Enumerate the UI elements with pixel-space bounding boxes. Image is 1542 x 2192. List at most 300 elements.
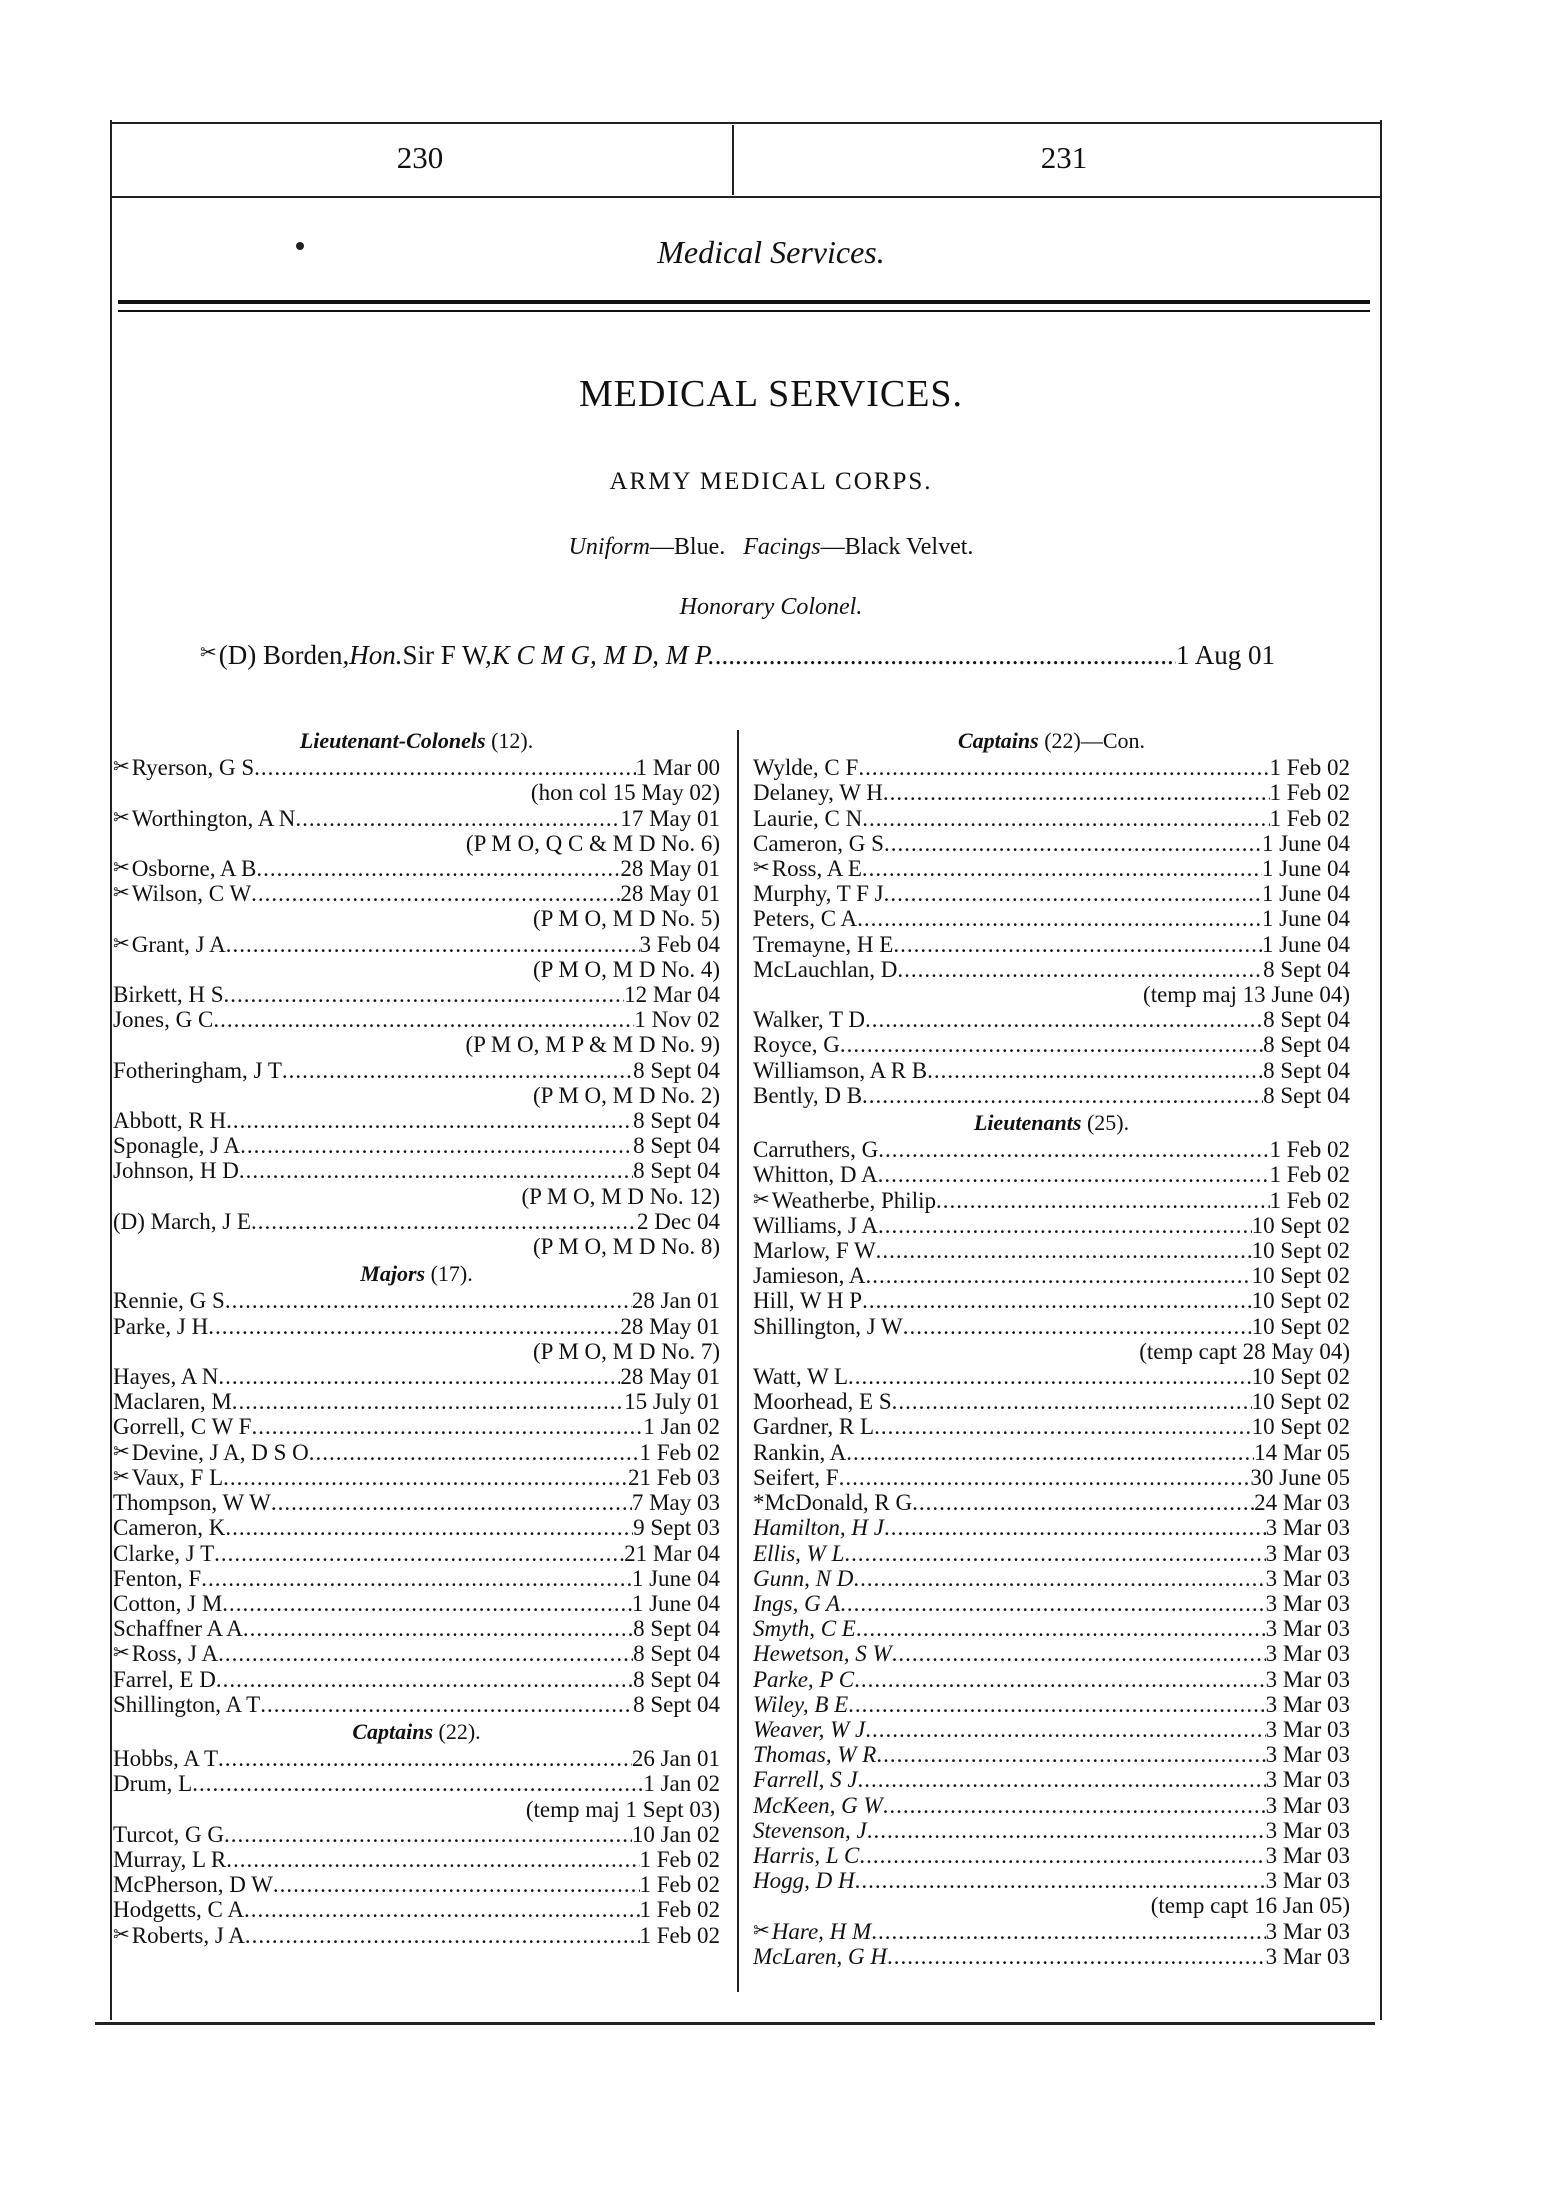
officer-name: Wylde, C F [753, 755, 859, 781]
section-heading-text: Majors [360, 1261, 426, 1287]
officer-name: Cameron, G S [753, 830, 884, 856]
officer-name: Fotheringham, J T [113, 1057, 282, 1083]
bottom-rule [95, 2022, 1375, 2025]
officer-name: Whitton, D A [753, 1162, 878, 1188]
seniority-date: 3 Mar 03 [1265, 1716, 1350, 1742]
officer-name: Farrel, E D [113, 1666, 216, 1692]
officer-name: Roberts, J A [131, 1922, 245, 1948]
officer-name: Osborne, A B [131, 856, 257, 882]
leader-dots [260, 1692, 633, 1717]
officer-entry [113, 1133, 720, 1158]
scissors-icon: ✂ [753, 1188, 770, 1211]
seniority-date: 10 Sept 02 [1251, 1212, 1350, 1238]
honorary-prefix: (D) Borden, [218, 640, 350, 670]
seniority-date: 3 Mar 03 [1265, 1918, 1350, 1944]
officer-entry [113, 1847, 720, 1872]
seniority-date: 8 Sept 04 [633, 1133, 720, 1159]
seniority-date: 30 June 05 [1250, 1464, 1350, 1490]
officer-name: Hodgetts, C A [113, 1897, 244, 1923]
officer-name: Weatherbe, Philip [771, 1187, 936, 1213]
officer-name: Weaver, W J [753, 1716, 866, 1742]
seniority-date: 1 Jan 02 [643, 1771, 720, 1797]
seniority-date: 28 Jan 01 [631, 1288, 720, 1314]
seniority-date: 1 Feb 02 [639, 1872, 720, 1898]
seniority-date: 1 Feb 02 [1269, 805, 1350, 831]
officer-entry [753, 1238, 1350, 1263]
scissors-icon: ✂ [113, 1642, 130, 1665]
seniority-date: 1 Nov 02 [634, 1007, 720, 1033]
scissors-icon: ✂ [113, 1440, 130, 1463]
seniority-date: 1 June 04 [1261, 906, 1350, 932]
seniority-date: 8 Sept 04 [633, 1057, 720, 1083]
leader-dots [857, 906, 1262, 931]
officer-entry [753, 1793, 1350, 1818]
leader-dots [871, 1919, 1265, 1944]
page-number-divider [732, 125, 734, 195]
officer-entry [113, 1288, 720, 1313]
seniority-date: 1 June 04 [1261, 881, 1350, 907]
officer-entry [753, 1263, 1350, 1288]
officer-name: Ross, A E [771, 856, 862, 882]
leader-dots [858, 755, 1269, 780]
leader-dots [936, 1188, 1270, 1213]
section-heading-text: Lieutenant-Colonels [299, 728, 486, 753]
officer-name: Turcot, G G [113, 1821, 224, 1847]
officer-name: Walker, T D [753, 1007, 865, 1033]
honorary-heading: Honorary Colonel. [679, 594, 863, 620]
officer-entry [753, 1944, 1350, 1969]
leader-dots [883, 1793, 1266, 1818]
officer-entry [753, 906, 1350, 931]
officer-name: Abbott, R H [113, 1108, 227, 1134]
officer-name: Hayes, A N [113, 1364, 219, 1390]
leader-dots [254, 755, 636, 780]
officer-entry [113, 755, 720, 780]
seniority-date: 9 Sept 03 [633, 1515, 720, 1541]
seniority-date: 7 May 03 [631, 1490, 720, 1516]
appointment-note: (temp maj 1 Sept 03) [525, 1796, 720, 1822]
seniority-date: 1 June 04 [631, 1590, 720, 1616]
seniority-date: 8 Sept 04 [633, 1691, 720, 1717]
scissors-icon: ✂ [113, 1465, 130, 1488]
officer-entry [753, 1007, 1350, 1032]
officer-name: Stevenson, J [753, 1817, 867, 1843]
corps-title: ARMY MEDICAL CORPS. [609, 468, 933, 495]
officer-name: McLaren, G H [753, 1943, 887, 1969]
leader-dots [222, 1591, 632, 1616]
appointment-note: (temp capt 16 Jan 05) [1150, 1893, 1350, 1919]
officer-entry [113, 1440, 720, 1465]
seniority-date: 10 Sept 02 [1251, 1288, 1350, 1314]
officer-name: Laurie, C N [753, 805, 863, 831]
officer-entry [113, 1616, 720, 1641]
leader-dots [273, 1872, 640, 1897]
leader-dots [840, 1591, 1266, 1616]
section-heading [113, 1719, 720, 1744]
officer-entry [753, 1188, 1350, 1213]
leader-dots [244, 1897, 640, 1922]
officer-name: Wilson, C W [131, 881, 252, 907]
uniform-line [0, 534, 1542, 561]
left-column [113, 726, 720, 1948]
leader-dots [927, 1058, 1263, 1083]
seniority-date: 3 Mar 03 [1265, 1641, 1350, 1667]
seniority-date: 1 Feb 02 [1269, 755, 1350, 781]
appointment-note: (P M O, M D No. 5) [533, 906, 720, 932]
officer-entry [113, 1414, 720, 1439]
seniority-date: 3 Mar 03 [1265, 1590, 1350, 1616]
officer-name: Harris, L C [753, 1842, 860, 1868]
officer-entry [113, 1389, 720, 1414]
leader-dots [240, 1133, 633, 1158]
scissors-icon: ✂ [113, 806, 130, 829]
officer-name: Ryerson, G S [131, 755, 255, 781]
officer-entry [753, 806, 1350, 831]
seniority-date: 1 Feb 02 [1269, 1187, 1350, 1213]
leader-dots [243, 1616, 633, 1641]
officer-name: Hare, H M [771, 1918, 872, 1944]
leader-dots [224, 1822, 632, 1847]
officer-name: McKeen, G W [753, 1792, 883, 1818]
appointment-note: (temp maj 13 June 04) [1143, 982, 1350, 1008]
leader-dots [865, 1717, 1265, 1742]
officer-name: Grant, J A [131, 931, 226, 957]
leader-dots [214, 1541, 624, 1566]
officer-name: (D) March, J E [113, 1208, 251, 1234]
officer-entry [753, 1767, 1350, 1792]
scissors-icon: ✂ [113, 932, 130, 955]
officer-name: Watt, W L [753, 1364, 849, 1390]
seniority-date: 8 Sept 04 [633, 1108, 720, 1134]
officer-name: Sponagle, J A [113, 1133, 241, 1159]
seniority-date: 1 June 04 [631, 1565, 720, 1591]
officer-entry [753, 1083, 1350, 1108]
scissors-icon: ✂ [200, 642, 217, 664]
officer-entry [753, 1541, 1350, 1566]
seniority-date: 8 Sept 04 [633, 1641, 720, 1667]
leader-dots [897, 957, 1263, 982]
officer-name: Bently, D B [753, 1082, 863, 1108]
officer-entry [753, 1440, 1350, 1465]
officer-entry [113, 1897, 720, 1922]
officer-name: Birkett, H S [113, 982, 224, 1008]
leader-dots [309, 1440, 640, 1465]
officer-entry [753, 1490, 1350, 1515]
honorary-hon: Hon. [349, 640, 403, 670]
seniority-date: 1 June 04 [1261, 931, 1350, 957]
seniority-date: 21 Feb 03 [628, 1464, 720, 1490]
officer-entry [753, 932, 1350, 957]
leader-dots [862, 1083, 1263, 1108]
officer-entry [753, 1137, 1350, 1162]
officer-name: Moorhead, E S [753, 1389, 892, 1415]
officer-entry [753, 1742, 1350, 1767]
leader-dots [232, 1389, 624, 1414]
seniority-date: 10 Sept 02 [1251, 1389, 1350, 1415]
seniority-date: 1 Feb 02 [639, 1897, 720, 1923]
leader-dots [225, 1288, 632, 1313]
seniority-date: 28 May 01 [620, 1364, 720, 1390]
appointment-note: (P M O, M D No. 7) [533, 1338, 720, 1364]
seniority-date: 10 Sept 02 [1251, 1364, 1350, 1390]
officer-name: Worthington, A N [131, 805, 296, 831]
seniority-date: 28 May 01 [620, 881, 720, 907]
officer-entry [113, 982, 720, 1007]
double-rule-thick [118, 300, 1370, 304]
seniority-date: 17 May 01 [620, 805, 720, 831]
leader-dots [878, 1162, 1270, 1187]
officer-name: *McDonald, R G [753, 1490, 913, 1516]
appointment-note: (P M O, M P & M D No. 9) [465, 1032, 720, 1058]
leader-dots [856, 1616, 1266, 1641]
officer-name: Jones, G C [113, 1007, 214, 1033]
officer-entry [753, 1868, 1350, 1893]
seniority-date: 3 Mar 03 [1265, 1666, 1350, 1692]
officer-entry [753, 881, 1350, 906]
appointment-note: (P M O, Q C & M D No. 6) [465, 830, 720, 856]
seniority-date: 10 Sept 02 [1251, 1313, 1350, 1339]
officer-entry [113, 1667, 720, 1692]
seniority-date: 15 July 01 [624, 1389, 720, 1415]
scissors-icon: ✂ [113, 1923, 130, 1946]
seniority-date: 28 May 01 [620, 856, 720, 882]
officer-entry [113, 1923, 720, 1948]
leader-dots [224, 982, 625, 1007]
officer-entry [113, 1872, 720, 1897]
leader-dots [884, 1515, 1266, 1540]
officer-name: Thompson, W W [113, 1490, 271, 1516]
officer-name: Murray, L R [113, 1846, 227, 1872]
leader-dots [848, 1364, 1252, 1389]
officer-entry [113, 1158, 720, 1183]
officer-entry [113, 1209, 720, 1234]
officer-entry [113, 1541, 720, 1566]
section-heading-text: Captains [957, 728, 1039, 753]
leader-dots [912, 1490, 1254, 1515]
seniority-date: 8 Sept 04 [1263, 1032, 1350, 1058]
seniority-date: 3 Mar 03 [1265, 1540, 1350, 1566]
appointment-note: (P M O, M D No. 12) [521, 1183, 720, 1209]
officer-name: Vaux, F L [131, 1464, 224, 1490]
leader-dots [878, 1137, 1269, 1162]
officer-name: Drum, L [113, 1771, 193, 1797]
page-title: MEDICAL SERVICES. [578, 373, 964, 415]
top-rule [110, 122, 1380, 124]
seniority-date: 3 Mar 03 [1265, 1842, 1350, 1868]
officer-name: Fenton, F [113, 1565, 202, 1591]
officer-entry [113, 1490, 720, 1515]
officer-name: Royce, G [753, 1032, 840, 1058]
officer-entry [113, 1746, 720, 1771]
double-rule-thin [118, 310, 1370, 312]
column-divider [737, 730, 739, 1992]
honorary-colonel-entry [200, 640, 1275, 671]
officer-entry [113, 1591, 720, 1616]
officer-name: Murphy, T F J [753, 881, 884, 907]
seniority-date: 1 Jan 02 [643, 1414, 720, 1440]
officer-entry [113, 856, 720, 881]
seniority-date: 8 Sept 04 [1263, 1007, 1350, 1033]
leader-dots [216, 1667, 633, 1692]
leader-dots [884, 831, 1262, 856]
leader-dots [226, 932, 640, 957]
officer-name: Cameron, K [113, 1515, 226, 1541]
section-heading [753, 1110, 1350, 1135]
officer-name: Rankin, A [753, 1439, 847, 1465]
officer-entry [753, 1389, 1350, 1414]
seniority-date: 3 Mar 03 [1265, 1767, 1350, 1793]
uniform-value: —Blue. [649, 534, 726, 560]
officer-entry [753, 1213, 1350, 1238]
officer-entry [753, 831, 1350, 856]
seniority-date: 8 Sept 04 [633, 1158, 720, 1184]
officer-name: Rennie, G S [113, 1288, 225, 1314]
officer-entry [753, 1515, 1350, 1540]
officer-entry [113, 1314, 720, 1339]
officer-entry [753, 1058, 1350, 1083]
section-count: (22)—Con. [1044, 728, 1146, 753]
leader-dots [876, 1238, 1252, 1263]
officer-entry [753, 780, 1350, 805]
officer-name: Hewetson, S W [753, 1641, 892, 1667]
officer-name: Cotton, J M [113, 1590, 223, 1616]
officer-name: Marlow, F W [753, 1238, 876, 1264]
leader-dots [858, 1767, 1266, 1792]
running-title: Medical Services. [657, 234, 885, 270]
seniority-date: 3 Mar 03 [1265, 1742, 1350, 1768]
officer-entry [753, 856, 1350, 881]
leader-dots [226, 1847, 639, 1872]
officer-entry [113, 932, 720, 957]
officer-name: Jamieson, A [753, 1263, 866, 1289]
leader-dots [251, 881, 620, 906]
officer-name: Schaffner A A [113, 1616, 243, 1642]
officer-name: McLauchlan, D [753, 956, 898, 982]
section-count: (12). [491, 728, 534, 753]
seniority-date: 14 Mar 05 [1254, 1439, 1350, 1465]
leader-dots [876, 1742, 1265, 1767]
leader-dots [887, 1944, 1266, 1969]
leader-dots [251, 1414, 643, 1439]
officer-name: Shillington, J W [753, 1313, 903, 1339]
officer-entry [753, 1591, 1350, 1616]
officer-name: Gardner, R L [753, 1414, 875, 1440]
seniority-date: 24 Mar 03 [1254, 1490, 1350, 1516]
leader-dots [848, 1692, 1266, 1717]
seniority-date: 1 June 04 [1261, 830, 1350, 856]
scissors-icon: ✂ [113, 882, 130, 905]
section-count: (25). [1086, 1110, 1130, 1136]
seniority-date: 3 Mar 03 [1265, 1616, 1350, 1642]
leader-dots [853, 1566, 1265, 1591]
header-rule [110, 196, 1380, 198]
leader-dots [245, 1923, 640, 1948]
officer-entry [753, 1843, 1350, 1868]
leader-dots [218, 1746, 632, 1771]
officer-entry [113, 1058, 720, 1083]
officer-entry [753, 755, 1350, 780]
leader-dots [295, 806, 620, 831]
leader-dots [874, 1414, 1252, 1439]
leader-dots [855, 1868, 1266, 1893]
section-count: (22). [438, 1718, 481, 1744]
seniority-date: 1 Mar 00 [635, 755, 720, 781]
officer-name: Parke, P C [753, 1666, 855, 1692]
seniority-date: 3 Mar 03 [1265, 1817, 1350, 1843]
officer-name: Maclaren, M [113, 1389, 232, 1415]
leader-dots [883, 780, 1270, 805]
officer-name: Hamilton, H J [753, 1515, 884, 1541]
leader-dots [271, 1490, 632, 1515]
officer-entry [113, 1822, 720, 1847]
officer-name: Ings, G A [753, 1590, 841, 1616]
leader-dots [865, 1007, 1263, 1032]
section-heading-text: Captains [352, 1718, 434, 1744]
leader-dots [715, 640, 1176, 671]
officer-name: Williamson, A R B [753, 1057, 928, 1083]
officer-name: Farrell, S J [753, 1767, 858, 1793]
seniority-date: 1 Feb 02 [639, 1439, 720, 1465]
leader-dots [218, 1364, 620, 1389]
leader-dots [862, 856, 1262, 881]
leader-dots [839, 1465, 1251, 1490]
appointment-note: (hon col 15 May 02) [530, 780, 720, 806]
scissors-icon: ✂ [753, 857, 770, 880]
officer-name: Shillington, A T [113, 1691, 261, 1717]
officer-name: Peters, C A [753, 906, 858, 932]
seniority-date: 1 Feb 02 [639, 1846, 720, 1872]
leader-dots [239, 1158, 633, 1183]
officer-entry [113, 1515, 720, 1540]
seniority-date: 8 Sept 04 [1263, 1057, 1350, 1083]
officer-name: Gunn, N D [753, 1565, 854, 1591]
section-heading [113, 1261, 720, 1286]
scissors-icon: ✂ [113, 857, 130, 880]
section-heading [753, 728, 1350, 753]
officer-name: Smyth, C E [753, 1616, 856, 1642]
officer-entry [113, 1566, 720, 1591]
officer-entry [753, 1162, 1350, 1187]
officer-entry [753, 1288, 1350, 1313]
leader-dots [282, 1058, 633, 1083]
officer-name: Hogg, D H [753, 1868, 855, 1894]
seniority-date: 10 Jan 02 [631, 1821, 720, 1847]
officer-entry [113, 1771, 720, 1796]
uniform-label: Uniform [568, 534, 650, 560]
seniority-date: 8 Sept 04 [633, 1616, 720, 1642]
leader-dots [225, 1515, 633, 1540]
seniority-date: 12 Mar 04 [624, 982, 720, 1008]
officer-entry [113, 1108, 720, 1133]
leader-dots [844, 1541, 1265, 1566]
officer-entry [753, 1641, 1350, 1666]
seniority-date: 3 Mar 03 [1265, 1515, 1350, 1541]
leader-dots [867, 1818, 1266, 1843]
officer-entry [753, 1314, 1350, 1339]
officer-entry [753, 1717, 1350, 1742]
leader-dots [223, 1465, 628, 1490]
appointment-note: (P M O, M D No. 8) [533, 1234, 720, 1260]
officer-entry [113, 806, 720, 831]
officer-entry [753, 1465, 1350, 1490]
honorary-name: Sir F W, [402, 640, 492, 670]
page-number-right: 231 [1040, 140, 1088, 175]
leader-dots [892, 1641, 1266, 1666]
officer-entry [113, 1641, 720, 1666]
seniority-date: 8 Sept 04 [633, 1666, 720, 1692]
seniority-date: 10 Sept 02 [1251, 1263, 1350, 1289]
seniority-date: 10 Sept 02 [1251, 1238, 1350, 1264]
